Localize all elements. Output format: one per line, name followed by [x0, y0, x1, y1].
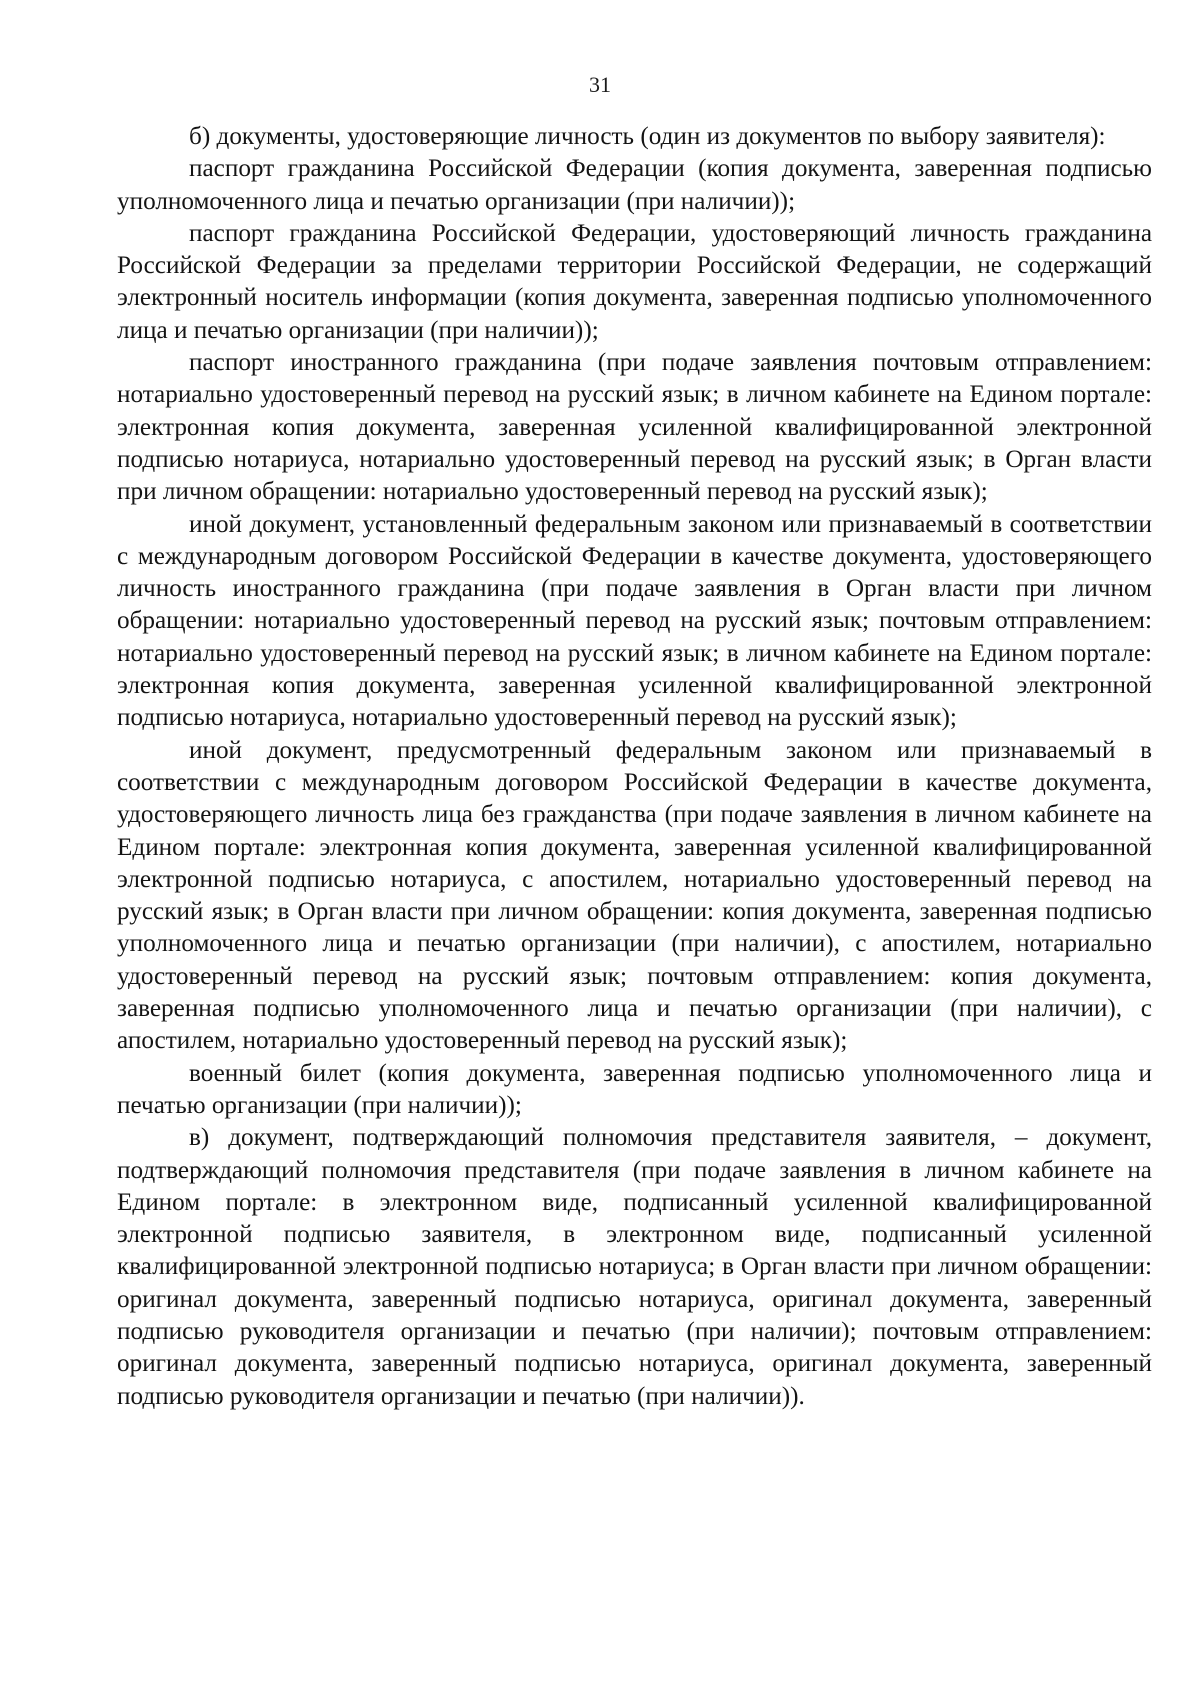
- paragraph-foreign-travel-passport: паспорт гражданина Российской Федерации, удостоверяющий личность гражданина Российской Федерации за пределами территории Российской Федерации, не содержащий электронный носитель информации (копия документа, заверенная подписью уполномоченного лица и печатью организации (при наличии));: [117, 219, 1152, 344]
- paragraph-other-document-stateless: иной документ, предусмотренный федеральным законом или признаваемый в соответствии с международным договором Российской Федерации в качестве документа, удостоверяющего личность лица без гражданства (при подаче заявления в личном кабинете на Едином портале: электронная копия документа, заверенная усиленной квалифицированной электронной подписью нотариуса, с апостилем, нотариально удостоверенный перевод на русский язык; в Орган власти при личном обращении: копия документа, заверенная подписью уполномоченного лица и печатью организации (при наличии), с апостилем, нотариально удостоверенный перевод на русский язык; почтовым отправлением: копия документа, заверенная подписью уполномоченного лица и печатью организации (при наличии), с апостилем, нотариально удостоверенный перевод на русский язык);: [117, 736, 1152, 1055]
- paragraph-representative-authority: в) документ, подтверждающий полномочия представителя заявителя, – документ, подтверждающий полномочия представителя (при подаче заявления в личном кабинете на Едином портале: в электронном виде, подписанный усиленной квалифицированной электронной подписью заявителя, в электронном виде, подписанный усиленной квалифицированной электронной подписью нотариуса; в Орган власти при личном обращении: оригинал документа, заверенный подписью нотариуса, оригинал документа, заверенный подписью руководителя организации и печатью (при наличии); почтовым отправлением: оригинал документа, заверенный подписью нотариуса, оригинал документа, заверенный подписью руководителя организации и печатью (при наличии)).: [117, 1124, 1152, 1410]
- paragraph-rf-passport: паспорт гражданина Российской Федерации (копия документа, заверенная подписью уполномоченного лица и печатью организации (при наличии));: [117, 155, 1152, 215]
- paragraph-other-document-foreign-citizen: иной документ, установленный федеральным законом или признаваемый в соответствии с международным договором Российской Федерации в качестве документа, удостоверяющего личность иностранного гражданина (при подаче заявления в Орган власти при личном обращении: нотариально удостоверенный перевод на русский язык; почтовым отправлением: нотариально удостоверенный перевод на русский язык; в личном кабинете на Едином портале: электронная копия документа, заверенная усиленной квалифицированной электронной подписью нотариуса, нотариально удостоверенный перевод на русский язык);: [117, 510, 1152, 732]
- document-body: [117, 121, 1152, 1413]
- page-number: 31: [589, 72, 611, 97]
- paragraph-foreign-citizen-passport: паспорт иностранного гражданина (при подаче заявления почтовым отправлением: нотариально удостоверенный перевод на русский язык; в личном кабинете на Едином портале: электронная копия документа, заверенная усиленной квалифицированной электронной подписью нотариуса, нотариально удостоверенный перевод на русский язык; в Орган власти при личном обращении: нотариально удостоверенный перевод на русский язык);: [117, 349, 1152, 506]
- paragraph-military-id: военный билет (копия документа, заверенная подписью уполномоченного лица и печатью организации (при наличии));: [117, 1059, 1152, 1119]
- paragraph-identity-documents-intro: б) документы, удостоверяющие личность (один из документов по выбору заявителя):: [189, 123, 1106, 150]
